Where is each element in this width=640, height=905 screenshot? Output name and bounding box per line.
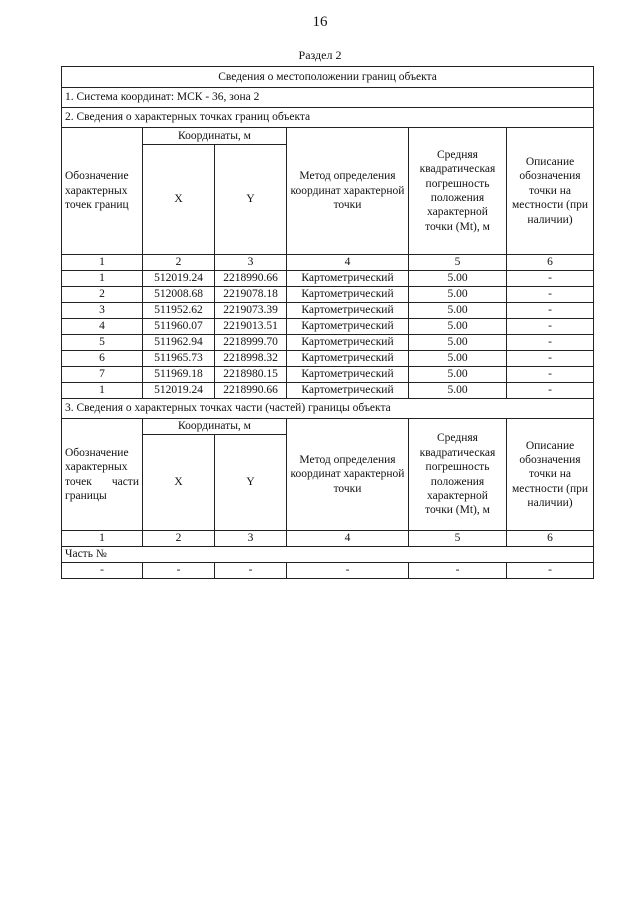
table-row — [62, 303, 594, 319]
column-number: 4 — [287, 255, 409, 271]
header-x: X — [143, 435, 215, 531]
section-label: Раздел 2 — [298, 48, 342, 62]
mt-cell: 5.00 — [409, 383, 507, 399]
column-number: 4 — [287, 531, 409, 547]
header-rms-error: Средняя квадратическая погрешность положения характерной точки (Mt), м — [409, 128, 507, 255]
column-number: 2 — [143, 531, 215, 547]
y-cell: 2218990.66 — [215, 383, 287, 399]
part-cell: - — [62, 563, 143, 579]
table-row — [62, 319, 594, 335]
table-row — [62, 271, 594, 287]
header-coordinates: Координаты, м — [143, 128, 287, 145]
column-number: 3 — [215, 255, 287, 271]
table-title: Сведения о местоположении границ объекта — [62, 67, 594, 88]
boundary-table — [61, 66, 594, 579]
column-number: 6 — [507, 255, 594, 271]
header-rms-error: Средняя квадратическая погрешность положения характерной точки (Mt), м — [409, 419, 507, 531]
desc-cell: - — [507, 383, 594, 399]
column-number: 6 — [507, 531, 594, 547]
header-part-point-designation: Обозначение характерных точек части границы — [62, 419, 143, 531]
point-cell: 2 — [62, 287, 143, 303]
y-cell: 2219013.51 — [215, 319, 287, 335]
page-number: 16 — [312, 14, 328, 30]
method-cell: Картометрический — [287, 287, 409, 303]
point-cell: 6 — [62, 351, 143, 367]
section3-heading: 3. Сведения о характерных точках части (частей) границы объекта — [62, 399, 594, 419]
part-cell: - — [215, 563, 287, 579]
desc-cell: - — [507, 271, 594, 287]
desc-cell: - — [507, 303, 594, 319]
header-coordinates: Координаты, м — [143, 419, 287, 435]
method-cell: Картометрический — [287, 319, 409, 335]
point-cell: 1 — [62, 271, 143, 287]
x-cell: 511969.18 — [143, 367, 215, 383]
x-cell: 511962.94 — [143, 335, 215, 351]
x-cell: 511960.07 — [143, 319, 215, 335]
x-cell: 512019.24 — [143, 271, 215, 287]
desc-cell: - — [507, 351, 594, 367]
header-y: Y — [215, 435, 287, 531]
mt-cell: 5.00 — [409, 367, 507, 383]
method-cell: Картометрический — [287, 383, 409, 399]
x-cell: 511952.62 — [143, 303, 215, 319]
y-cell: 2218990.66 — [215, 271, 287, 287]
point-cell: 7 — [62, 367, 143, 383]
desc-cell: - — [507, 367, 594, 383]
desc-cell: - — [507, 319, 594, 335]
table-row — [62, 383, 594, 399]
column-number: 5 — [409, 531, 507, 547]
point-cell: 1 — [62, 383, 143, 399]
part-label: Часть № — [62, 547, 594, 563]
header-method: Метод определения координат характерной точки — [287, 128, 409, 255]
part-cell: - — [287, 563, 409, 579]
mt-cell: 5.00 — [409, 303, 507, 319]
header-x: X — [143, 145, 215, 255]
header-description: Описание обозначения точки на местности (при наличии) — [507, 419, 594, 531]
column-number: 3 — [215, 531, 287, 547]
mt-cell: 5.00 — [409, 335, 507, 351]
y-cell: 2219078.18 — [215, 287, 287, 303]
table-row — [62, 367, 594, 383]
method-cell: Картометрический — [287, 303, 409, 319]
method-cell: Картометрический — [287, 351, 409, 367]
header-point-designation: Обозначение характерных точек границ — [62, 128, 143, 255]
method-cell: Картометрический — [287, 335, 409, 351]
x-cell: 512019.24 — [143, 383, 215, 399]
header-method: Метод определения координат характерной точки — [287, 419, 409, 531]
part-cell: - — [143, 563, 215, 579]
column-number: 1 — [62, 255, 143, 271]
y-cell: 2218998.32 — [215, 351, 287, 367]
method-cell: Картометрический — [287, 271, 409, 287]
x-cell: 511965.73 — [143, 351, 215, 367]
method-cell: Картометрический — [287, 367, 409, 383]
desc-cell: - — [507, 287, 594, 303]
header-y: Y — [215, 145, 287, 255]
header-description: Описание обозначения точки на местности (при наличии) — [507, 128, 594, 255]
column-number: 2 — [143, 255, 215, 271]
mt-cell: 5.00 — [409, 351, 507, 367]
point-cell: 4 — [62, 319, 143, 335]
mt-cell: 5.00 — [409, 271, 507, 287]
table-row — [62, 351, 594, 367]
point-cell: 5 — [62, 335, 143, 351]
table-row — [62, 335, 594, 351]
mt-cell: 5.00 — [409, 319, 507, 335]
part-cell: - — [507, 563, 594, 579]
x-cell: 512008.68 — [143, 287, 215, 303]
coordinate-system: 1. Система координат: МСК - 36, зона 2 — [62, 88, 594, 108]
y-cell: 2219073.39 — [215, 303, 287, 319]
y-cell: 2218980.15 — [215, 367, 287, 383]
section2-heading: 2. Сведения о характерных точках границ объекта — [62, 108, 594, 128]
point-cell: 3 — [62, 303, 143, 319]
mt-cell: 5.00 — [409, 287, 507, 303]
desc-cell: - — [507, 335, 594, 351]
table-row — [62, 287, 594, 303]
part-cell: - — [409, 563, 507, 579]
column-number: 1 — [62, 531, 143, 547]
y-cell: 2218999.70 — [215, 335, 287, 351]
column-number: 5 — [409, 255, 507, 271]
